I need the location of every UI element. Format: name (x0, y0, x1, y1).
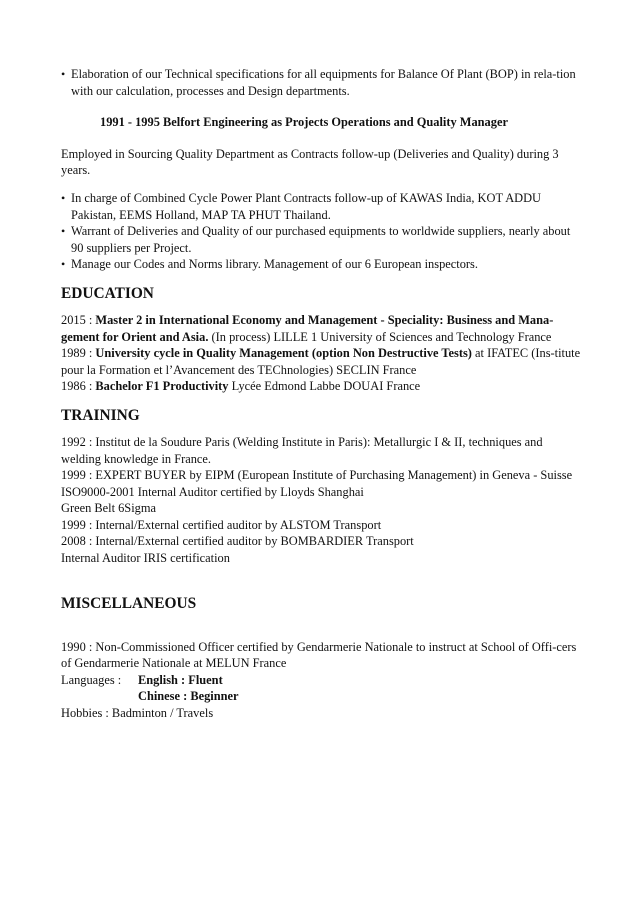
training-heading: TRAINING (61, 406, 140, 424)
language-english: English : Fluent (138, 672, 223, 687)
education-school: (In process) LILLE 1 University of Sciences and Technology France (208, 329, 552, 344)
education-degree: University cycle in Quality Management (option Non Destructive Tests) (95, 346, 472, 361)
education-section (61, 312, 581, 395)
education-heading: EDUCATION (61, 284, 154, 302)
training-item: ISO9000-2001 Internal Auditor certified by Lloyds Shanghai (61, 484, 364, 499)
education-year: 1989 : (61, 346, 96, 361)
training-item: 1992 : Institut de la Soudure Paris (Welding Institute in Paris): Metallurgic I & II, techniques and welding knowledge in France. (61, 434, 543, 466)
education-year: 1986 : (61, 379, 96, 394)
miscellaneous-section (61, 639, 581, 722)
intro-bullet-list (61, 66, 581, 99)
language-row (61, 672, 581, 689)
language-row (61, 688, 581, 705)
miscellaneous-heading: MISCELLANEOUS (61, 594, 197, 612)
job-title: 1991 - 1995 Belfort Engineering as Projects Operations and Quality Manager (100, 115, 508, 130)
list-item: • Manage our Codes and Norms library. Management of our 6 European inspectors. (61, 256, 581, 273)
education-item (61, 312, 581, 345)
education-year: 2015 : (61, 312, 96, 327)
education-item (61, 345, 581, 378)
officer-certification: 1990 : Non-Commissioned Officer certified by Gendarmerie Nationale to instruct at School of Offi-cers of Gendarmerie Nationale at MELUN France (61, 639, 577, 671)
language-chinese: Chinese : Beginner (138, 689, 239, 704)
training-item: Internal Auditor IRIS certification (61, 551, 230, 566)
list-item: • Elaboration of our Technical specifications for all equipments for Balance Of Plant (BOP) in rela-tion with our calculation, processes and Design departments. (61, 66, 581, 99)
training-item: Green Belt 6Sigma (61, 501, 156, 516)
training-item: 1999 : Internal/External certified auditor by ALSTOM Transport (61, 517, 382, 532)
list-item: • Warrant of Deliveries and Quality of our purchased equipments to worldwide suppliers, nearly about 90 suppliers per Project. (61, 223, 581, 256)
education-school: at IFATEC (Ins-titute pour la Formation et l’Avancement des TEChnologies) SECLIN France (61, 346, 581, 377)
languages-label: Languages : (61, 672, 122, 687)
training-item: 1999 : EXPERT BUYER by EIPM (European Institute of Purchasing Management) in Geneva - Suisse (61, 468, 573, 483)
job-bullet-list (61, 190, 581, 273)
education-degree: Bachelor F1 Productivity (95, 379, 229, 394)
training-section (61, 434, 581, 567)
job-description: Employed in Sourcing Quality Department as Contracts follow-up (Deliveries and Quality) during 3 years. (61, 146, 559, 178)
list-item: • In charge of Combined Cycle Power Plant Contracts follow-up of KAWAS India, KOT ADDU Pakistan, EEMS Holland, MAP TA PHUT Thailand. (61, 190, 581, 223)
education-item (61, 378, 581, 395)
page-content (61, 66, 581, 722)
education-degree: Master 2 in International Economy and Management - Speciality: Business and Mana-gement for Orient and Asia. (61, 312, 554, 344)
education-school: Lycée Edmond Labbe DOUAI France (228, 379, 421, 394)
training-item: 2008 : Internal/External certified auditor by BOMBARDIER Transport (61, 534, 414, 549)
languages-label-spacer (61, 688, 138, 705)
hobbies: Hobbies : Badminton / Travels (61, 706, 214, 721)
